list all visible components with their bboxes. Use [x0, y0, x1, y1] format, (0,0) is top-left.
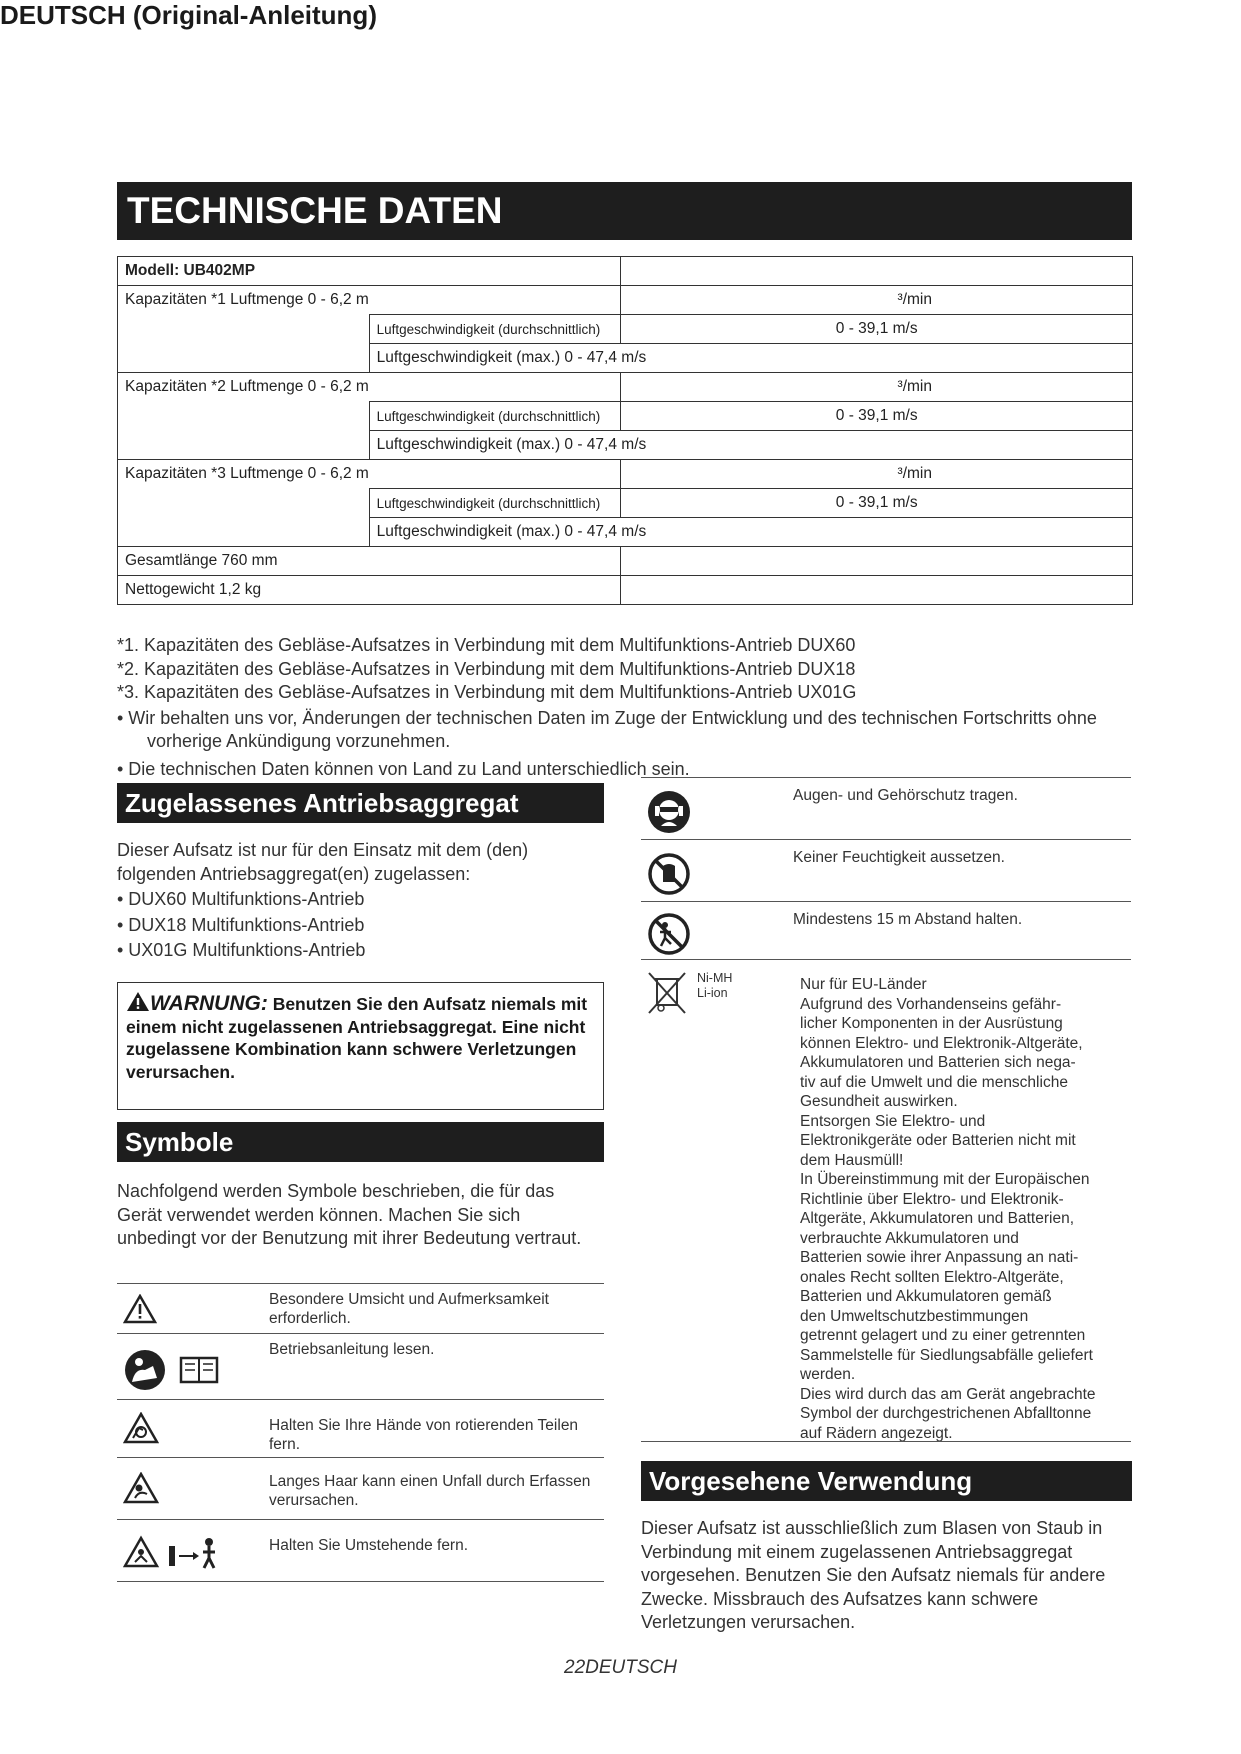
- max-speed-label: Luftgeschwindigkeit (max.) 0 - 47,4 m/s: [369, 431, 1132, 460]
- table-row: [118, 489, 1133, 518]
- warning-box: [117, 982, 604, 1110]
- model-cell: Modell: UB402MP: [118, 257, 621, 286]
- weight-cell: Nettogewicht 1,2 kg: [118, 576, 621, 605]
- warning-text: Benutzen Sie den Aufsatz niemals mit einem nicht zugelassenen Antriebsaggregat. Eine nicht zugelassene Kombination kann schwere Verletzungen verursachen.: [126, 994, 588, 1082]
- tag-liion: Li-ion: [697, 986, 728, 1000]
- table-row: [118, 576, 1133, 605]
- max-speed-label: Luftgeschwindigkeit (max.) 0 - 47,4 m/s: [369, 344, 1132, 373]
- symbol-protection-text: Augen- und Gehörschutz tragen.: [793, 787, 1018, 804]
- caution-triangle-icon: [123, 1294, 157, 1324]
- table-row: [118, 518, 1133, 547]
- cap2-unit: ³/min: [621, 373, 1133, 402]
- symbol-moisture-text: Keiner Feuchtigkeit aussetzen.: [793, 849, 1005, 866]
- symbol-row: [117, 1400, 604, 1458]
- table-row: [118, 373, 1133, 402]
- eye-ear-protection-icon: [647, 790, 691, 834]
- symbol-caution-text: Besondere Umsicht und Aufmerksamkeit erforderlich.: [269, 1291, 549, 1327]
- symbol-row: [641, 778, 1131, 840]
- rotating-parts-hand-icon: [123, 1412, 159, 1444]
- symbol-row: [641, 840, 1131, 902]
- table-row: [118, 286, 1133, 315]
- cap2-label: Kapazitäten *2 Luftmenge 0 - 6,2 m: [118, 373, 621, 402]
- empty-cell: [621, 257, 1133, 286]
- avg-speed-label: Luftgeschwindigkeit (durchschnittlich): [369, 315, 621, 344]
- table-row: [118, 402, 1133, 431]
- table-row: [118, 547, 1133, 576]
- warning-triangle-icon: [126, 991, 150, 1012]
- keep-distance-icon: [647, 912, 691, 956]
- no-moisture-icon: [647, 852, 691, 896]
- table-row: [118, 460, 1133, 489]
- avg-speed-value: 0 - 39,1 m/s: [621, 315, 1133, 344]
- note-2: *2. Kapazitäten des Gebläse-Aufsatzes in Verbindung mit dem Multifunktions-Antrieb DUX18: [117, 658, 856, 679]
- length-cell: Gesamtlänge 760 mm: [118, 547, 621, 576]
- cap3-unit: ³/min: [621, 460, 1133, 489]
- table-row: [118, 315, 1133, 344]
- note-bullet-2: • Die technischen Daten können von Land zu Land unterschiedlich sein.: [117, 758, 690, 779]
- cap3-label: Kapazitäten *3 Luftmenge 0 - 6,2 m: [118, 460, 621, 489]
- spec-notes: [117, 634, 1117, 781]
- symbol-bystanders-text: Halten Sie Umstehende fern.: [269, 1537, 469, 1554]
- symbol-row: [117, 1334, 604, 1400]
- keep-bystanders-away-icon: [123, 1534, 219, 1570]
- warning-label: WARNUNG:: [150, 992, 268, 1015]
- approved-intro: [117, 839, 597, 965]
- approved-power-unit-title: Zugelassenes Antriebsaggregat: [117, 783, 604, 823]
- note-bullet-1: • Wir behalten uns vor, Änderungen der technischen Daten im Zuge der Entwicklung und des technischen Fortschritts ohne vorherige Ankündigung vorzunehmen.: [117, 707, 1097, 751]
- symbol-row: [117, 1284, 604, 1334]
- crossed-bin-icon: [647, 971, 687, 1015]
- avg-speed-label: Luftgeschwindigkeit (durchschnittlich): [369, 489, 621, 518]
- battery-type-tags: [697, 971, 732, 1001]
- symbol-manual-text: Betriebsanleitung lesen.: [269, 1341, 435, 1358]
- table-row: [118, 431, 1133, 460]
- list-item: • DUX60 Multifunktions-Antrieb: [117, 889, 365, 909]
- read-manual-icon: [123, 1348, 221, 1392]
- weee-symbol-block: [641, 965, 761, 1025]
- spec-table: [117, 256, 1133, 605]
- weee-text: Nur für EU-Länder Aufgrund des Vorhandenseins gefähr- licher Komponenten in der Ausrüstung können Elektro- und Elektronik-Altgeräte, Akkumulatoren und Batterien sich nega- tiv auf die Umwelt und die menschliche Gesundheit auswirken. Entsorgen Sie Elektro- und Elektronikgeräte oder Batterien nicht mit dem Hausmüll! In Übereinstimmung mit der Europäischen Richtlinie über Elektro- und Elektronik- Altgeräte, Akkumulatoren und Batterien, verbrauchte Akkumulatoren und Batterien sowie ihrer Anpassung an nati- onales Recht sollten Elektro-Altgeräte, Batterien und Akkumulatoren gemäß den Umweltschutzbestimmungen getrennt gelagert und zu einer getrennten Sammelstelle für Siedlungsabfälle geliefert werden. Dies wird durch das am Gerät angebrachte Symbol der durchgestrichenen Abfalltonne auf Rädern angezeigt.: [800, 976, 1096, 1442]
- avg-speed-value: 0 - 39,1 m/s: [621, 402, 1133, 431]
- avg-speed-value: 0 - 39,1 m/s: [621, 489, 1133, 518]
- symbol-hair-text: Langes Haar kann einen Unfall durch Erfassen verursachen.: [269, 1473, 591, 1509]
- list-item: • DUX18 Multifunktions-Antrieb: [117, 914, 365, 935]
- table-row: [118, 257, 1133, 286]
- long-hair-hazard-icon: [123, 1472, 159, 1504]
- tag-nimh: Ni-MH: [697, 971, 733, 985]
- cap1-unit: ³/min: [621, 286, 1133, 315]
- note-3: *3. Kapazitäten des Gebläse-Aufsatzes in Verbindung mit dem Multifunktions-Antrieb UX01G: [117, 682, 857, 702]
- max-speed-label: Luftgeschwindigkeit (max.) 0 - 47,4 m/s: [369, 518, 1132, 547]
- weee-bottom-rule: [641, 1441, 1131, 1442]
- approved-list: [117, 888, 597, 963]
- tech-data-title: TECHNISCHE DATEN: [117, 182, 1132, 240]
- intended-use-text: Dieser Aufsatz ist ausschließlich zum Blasen von Staub in Verbindung mit einem zugelassenen Antriebsaggregat vorgesehen. Benutzen Sie den Aufsatz niemals für andere Zwecke. Missbrauch des Aufsatzes kann schwere Verletzungen verursachen.: [641, 1518, 1106, 1632]
- list-item: • UX01G Multifunktions-Antrieb: [117, 940, 366, 960]
- symbol-row: [117, 1520, 604, 1582]
- cap1-label: Kapazitäten *1 Luftmenge 0 - 6,2 m: [118, 286, 621, 315]
- note-1: *1. Kapazitäten des Gebläse-Aufsatzes in Verbindung mit dem Multifunktions-Antrieb DUX60: [117, 635, 856, 655]
- symbols-title: Symbole: [117, 1122, 604, 1162]
- language-header: DEUTSCH (Original-Anleitung): [0, 0, 377, 30]
- approved-intro-text: Dieser Aufsatz ist nur für den Einsatz mit dem (den) folgenden Antriebsaggregat(en) zugelassen:: [117, 840, 529, 884]
- symbol-rotating-text: Halten Sie Ihre Hände von rotierenden Teilen fern.: [269, 1417, 579, 1453]
- intended-use-title: Vorgesehene Verwendung: [641, 1461, 1132, 1501]
- avg-speed-label: Luftgeschwindigkeit (durchschnittlich): [369, 402, 621, 431]
- symbol-row: [641, 902, 1131, 960]
- table-row: [118, 344, 1133, 373]
- symbol-distance-text: Mindestens 15 m Abstand halten.: [793, 911, 1023, 928]
- symbol-row: [117, 1458, 604, 1520]
- symbols-intro: Nachfolgend werden Symbole beschrieben, die für das Gerät verwendet werden können. Machen Sie sich unbedingt vor der Benutzung mit ihrer Bedeutung vertraut.: [117, 1181, 582, 1248]
- page-footer: 22DEUTSCH: [564, 1657, 677, 1678]
